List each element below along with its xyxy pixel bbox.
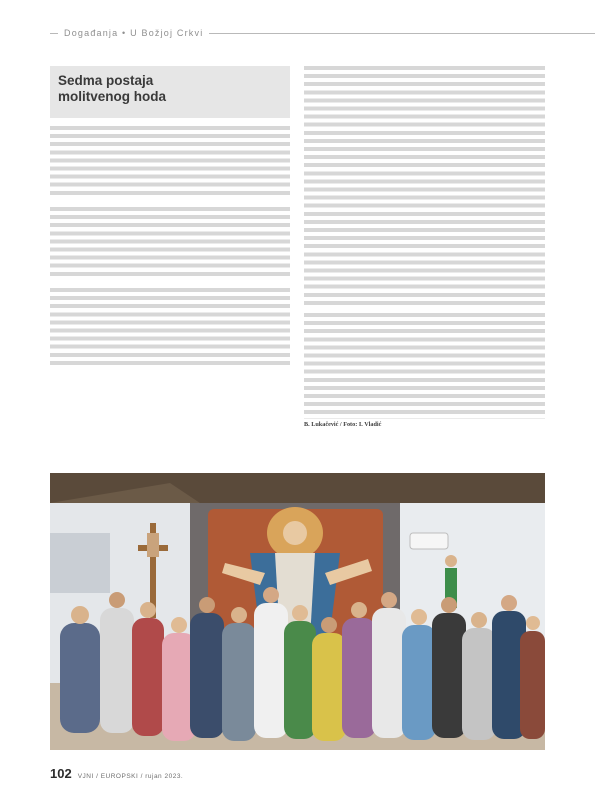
article-title-line-1: Sedma postaja <box>58 73 154 88</box>
right-column <box>304 66 545 428</box>
article-paragraph <box>304 66 545 305</box>
footer-publication: VJNI / EUROPSKI / rujan 2023. <box>77 773 184 780</box>
group-photo-illustration <box>50 473 545 750</box>
header-rule <box>209 33 595 34</box>
group-photo <box>50 473 545 750</box>
article-title-line-2: molitvenog hoda <box>58 89 166 104</box>
page-footer <box>50 766 545 781</box>
article-title-box <box>50 66 290 118</box>
article-paragraph <box>304 313 545 419</box>
header-rule <box>50 33 58 34</box>
article-signature: B. Lukačević / Foto: I. Vladić <box>304 421 382 428</box>
header-section-label: Događanja • U Božjoj Crkvi <box>64 28 204 38</box>
running-header <box>50 22 595 44</box>
article-paragraph <box>50 288 290 369</box>
page-number: 102 <box>50 766 72 781</box>
article-paragraph <box>50 126 290 199</box>
left-column <box>50 66 290 377</box>
article-paragraph <box>50 207 290 280</box>
